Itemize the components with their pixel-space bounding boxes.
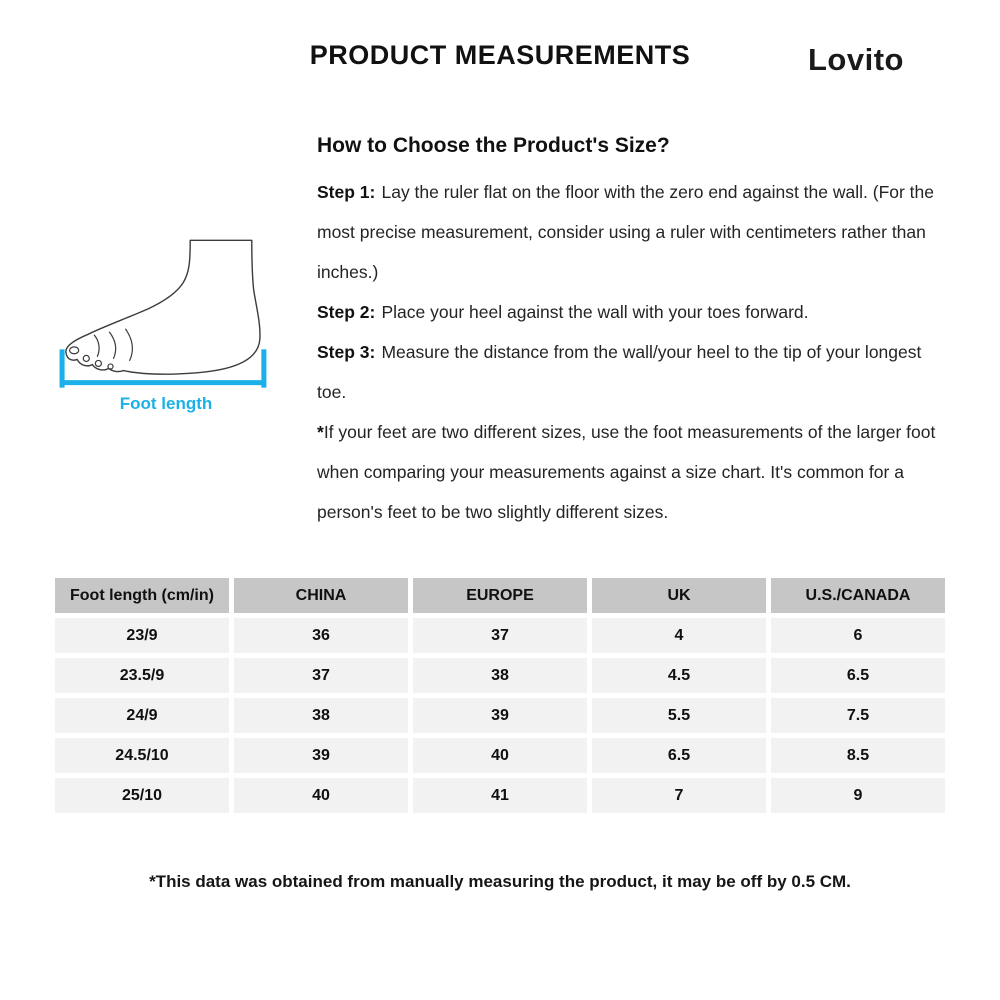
step-1-text: Lay the ruler flat on the floor with the zero end against the wall. (For the most precise measurement, consider using a ruler with centimeters rather than inches.): [317, 182, 935, 282]
step-3-text: Measure the distance from the wall/your heel to the tip of your longest toe.: [317, 342, 922, 402]
table-cell: 6.5: [771, 658, 945, 693]
table-cell: 39: [234, 738, 408, 773]
step-3-label: Step 3:: [317, 342, 376, 362]
table-cell: 40: [234, 778, 408, 813]
table-cell: 37: [234, 658, 408, 693]
page-title: PRODUCT MEASUREMENTS: [309, 40, 691, 70]
table-cell: 8.5: [771, 738, 945, 773]
table-cell: 36: [234, 618, 408, 653]
table-cell: 40: [413, 738, 587, 773]
table-cell: 23.5/9: [55, 658, 229, 693]
guide-heading: How to Choose the Product's Size?: [317, 134, 670, 157]
size-guide: [317, 134, 939, 532]
step-1: [317, 172, 939, 292]
table-cell: 7.5: [771, 698, 945, 733]
measurement-line-icon: [60, 349, 266, 387]
step-2-label: Step 2:: [317, 302, 376, 322]
table-cell: 37: [413, 618, 587, 653]
table-cell: 6.5: [592, 738, 766, 773]
note-two-sizes: [317, 412, 939, 532]
table-cell: 4.5: [592, 658, 766, 693]
size-table: [55, 578, 945, 813]
table-cell: 23/9: [55, 618, 229, 653]
table-cell: 5.5: [592, 698, 766, 733]
step-2-text: Place your heel against the wall with your toes forward.: [381, 302, 809, 322]
header-cell: U.S./CANADA: [771, 578, 945, 613]
table-cell: 24/9: [55, 698, 229, 733]
foot-length-label: Foot length: [119, 394, 213, 413]
table-cell: 7: [592, 778, 766, 813]
header-cell: UK: [592, 578, 766, 613]
brand-logo: Lovito: [808, 42, 904, 77]
step-1-label: Step 1:: [317, 182, 376, 202]
step-3: [317, 332, 939, 412]
footnote: *This data was obtained from manually measuring the product, it may be off by 0.5 CM.: [149, 872, 851, 891]
step-2: [317, 292, 939, 332]
foot-outline-icon: [54, 236, 278, 390]
table-cell: 25/10: [55, 778, 229, 813]
header-cell: EUROPE: [413, 578, 587, 613]
header-cell: Foot length (cm/in): [55, 578, 229, 613]
table-cell: 41: [413, 778, 587, 813]
table-cell: 38: [413, 658, 587, 693]
header-cell: CHINA: [234, 578, 408, 613]
table-cell: 38: [234, 698, 408, 733]
table-cell: 9: [771, 778, 945, 813]
table-cell: 39: [413, 698, 587, 733]
foot-diagram: [54, 236, 278, 414]
table-cell: 24.5/10: [55, 738, 229, 773]
table-cell: 4: [592, 618, 766, 653]
note-asterisk: *: [317, 422, 324, 442]
table-cell: 6: [771, 618, 945, 653]
note-text: If your feet are two different sizes, use the foot measurements of the larger foot when comparing your measurements against a size chart. It's common for a person's feet to be two slightly different sizes.: [317, 422, 936, 522]
